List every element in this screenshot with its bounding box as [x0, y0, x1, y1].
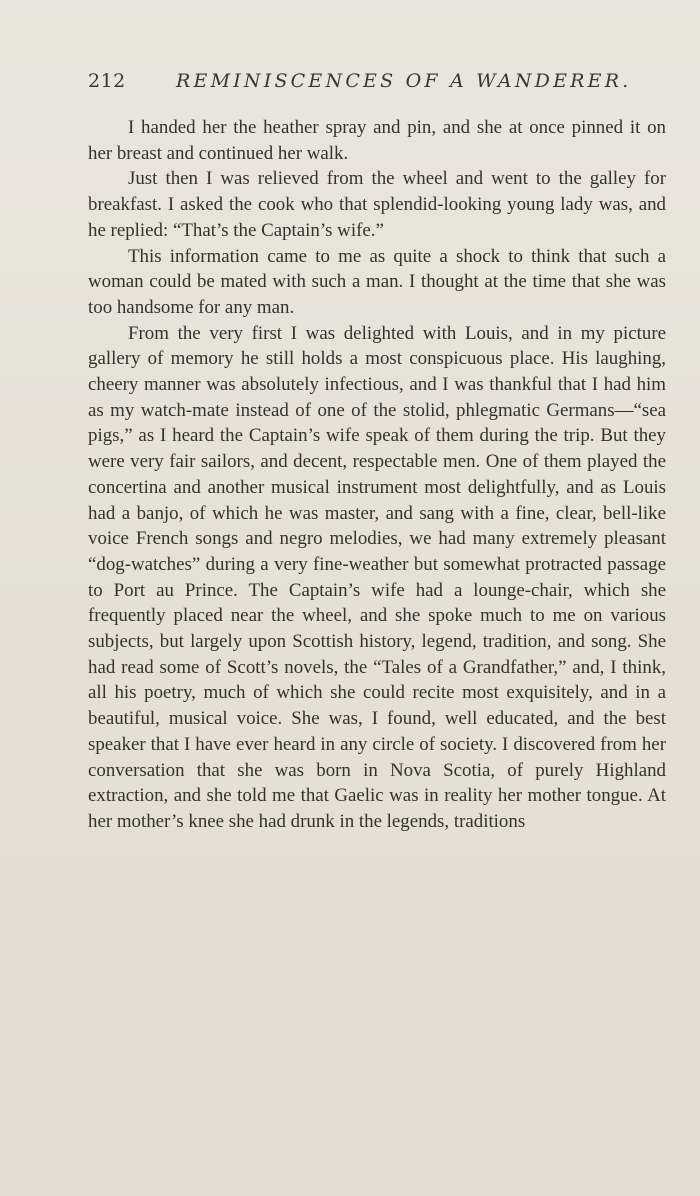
page-number: 212 — [88, 70, 126, 92]
paragraph: This information came to me as quite a shock to think that such a woman could be mated with such a man. I thought at the time that she was too handsome for any man. — [88, 245, 666, 318]
body-text — [88, 115, 666, 835]
running-title: REMINISCENCES OF A WANDERER. — [176, 70, 632, 92]
paragraph: I handed her the heather spray and pin, and she at once pinned it on her breast and continued her walk. — [88, 117, 666, 164]
paragraph: From the very first I was delighted with Louis, and in my picture gallery of memory he still holds a most conspicuous place. His laughing, cheery manner was absolutely infectious, and I was thankful that I had him as my watch-mate instead of one of the stolid, phlegmatic Germans—“sea pigs,” as I heard the Captain’s wife speak of them during the trip. But they were very fair sailors, and decent, respectable men. One of them played the concertina and another musical instrument most delightfully, and as Louis had a banjo, of which he was master, and sang with a fine, clear, bell-like voice French songs and negro melodies, we had many extremely pleasant “dog-watches” during a very fine-weather but somewhat protracted passage to Port au Prince. The Captain’s wife had a lounge-chair, which she frequently placed near the wheel, and she spoke much to me on various subjects, but largely upon Scottish history, legend, tradition, and song. She had read some of Scott’s novels, the “Tales of a Grandfather,” and, I think, all his poetry, much of which she could recite most exquisitely, and in a beautiful, musical voice. She was, I found, well educated, and the best speaker that I have ever heard in any circle of society. I discovered from her conversation that she was born in Nova Scotia, of purely Highland extraction, and she told me that Gaelic was in reality her mother tongue. At her mother’s knee she had drunk in the legends, traditions — [88, 322, 666, 832]
page-header — [88, 70, 678, 98]
paragraph: Just then I was relieved from the wheel and went to the galley for breakfast. I asked the cook who that splendid-looking young lady was, and he replied: “That’s the Captain’s wife.” — [88, 168, 666, 241]
